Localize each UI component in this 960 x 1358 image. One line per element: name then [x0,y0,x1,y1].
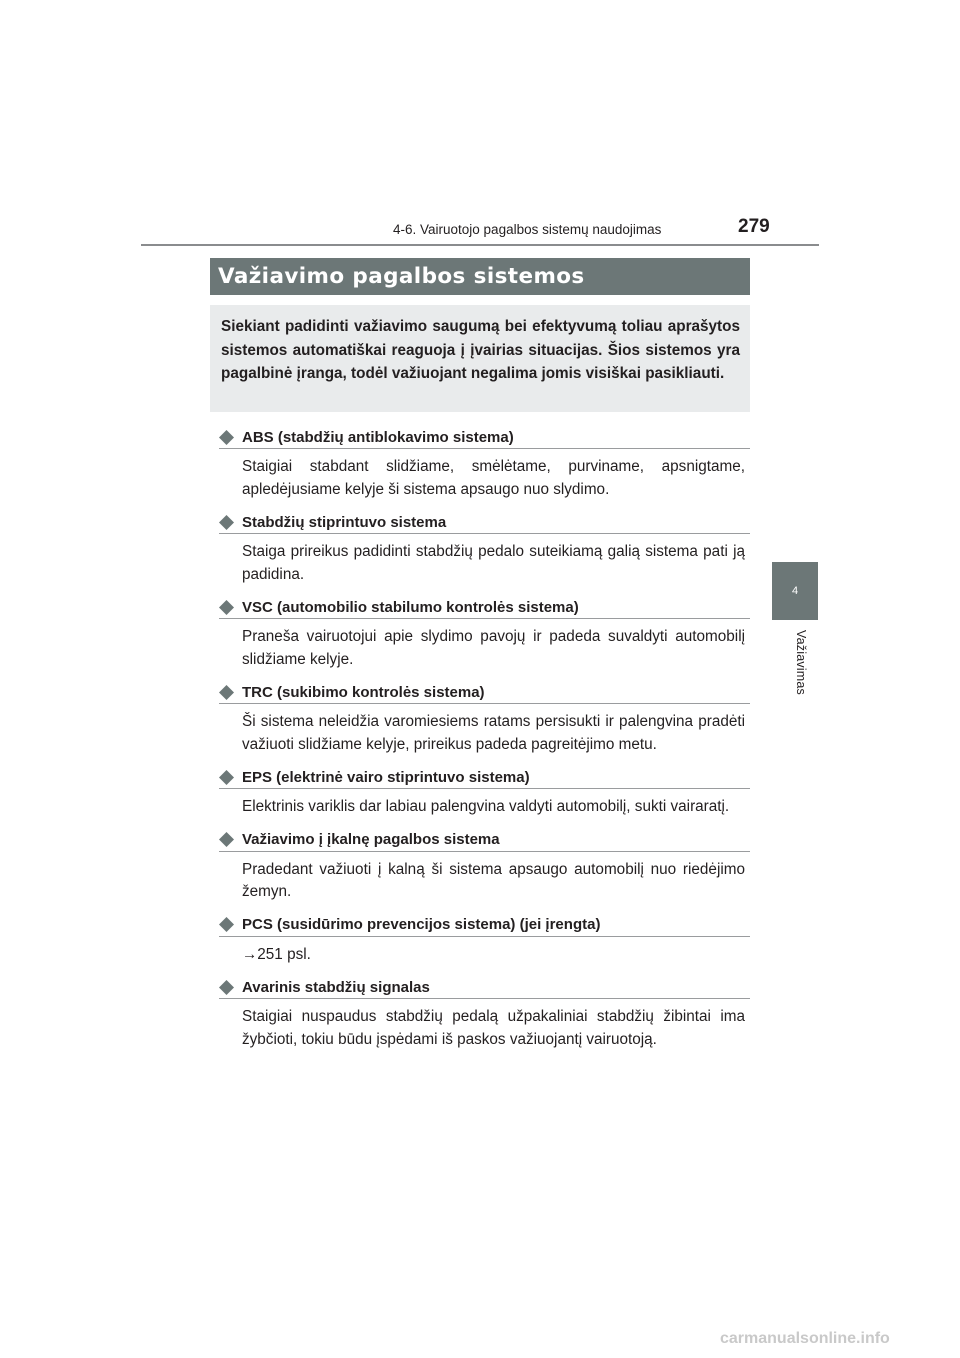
list-item [219,914,750,967]
item-heading [219,511,750,534]
list-item [219,766,750,819]
item-heading [219,426,750,449]
item-title: TRC (sukibimo kontrolės sistema) [242,683,485,701]
item-text: Staigiai nuspaudus stabdžių pedalą užpakaliniai stabdžių žibintai ima žybčioti, tokiu būdu įspėdami iš paskos važiuojantį vairuotoją. [242,1008,745,1048]
diamond-bullet-icon [219,914,234,936]
item-heading [219,829,750,852]
list-item [219,976,750,1051]
item-heading [219,914,750,937]
header-section-title: 4-6. Vairuotojo pagalbos sistemų naudojimas [393,222,662,237]
diamond-bullet-icon [219,976,234,998]
diamond-bullet-icon [219,511,234,533]
item-text: Staigiai stabdant slidžiame, smėlėtame, purviname, apsnigtame, apledėjusiame kelyje ši sistema apsaugo nuo slydimo. [242,458,745,498]
diamond-bullet-icon [219,681,234,703]
item-title: Stabdžių stiprintuvo sistema [242,513,447,531]
item-title: VSC (automobilio stabilumo kontrolės sistema) [242,598,579,616]
page-reference-link[interactable]: →251 psl. [242,945,311,963]
chapter-label: Važiavimas [794,630,808,695]
intro-box [210,305,750,412]
item-heading [219,596,750,619]
diamond-bullet-icon [219,766,234,788]
list-item [219,426,750,501]
diamond-bullet-icon [219,596,234,618]
list-item [219,596,750,671]
list-item [219,681,750,756]
diamond-bullet-icon [219,426,234,448]
item-text: Elektrinis variklis dar labiau palengvina valdyti automobilį, sukti vairaratį. [242,798,730,815]
header-divider [141,244,819,246]
item-heading [219,976,750,999]
item-title: PCS (susidūrimo prevencijos sistema) (jei įrengta) [242,916,601,933]
list-item [219,829,750,904]
chapter-number: 4 [791,585,799,597]
item-heading [219,766,750,789]
section-title: Važiavimo pagalbos sistemos [218,264,585,289]
item-heading [219,681,750,704]
item-title: Važiavimo į įkalnę pagalbos sistema [242,831,500,848]
item-text: Ši sistema neleidžia varomiesiems ratams persisukti ir palengvina pradėti važiuoti slidžiame kelyje, prireikus padeda pagreitėjimo metu. [242,713,745,753]
section-title-bar [210,258,750,295]
item-text: Praneša vairuotojui apie slydimo pavojų ir padeda suvaldyti automobilį slidžiame kelyje. [242,628,745,668]
chapter-tab [772,562,818,620]
diamond-bullet-icon [219,829,234,851]
item-text: Pradedant važiuoti į kalną ši sistema apsaugo automobilį nuo riedėjimo žemyn. [242,860,745,900]
item-text: Staiga prireikus padidinti stabdžių pedalo suteikiamą galią sistema pati ją padidina. [242,543,745,583]
page-number: 279 [738,216,770,237]
watermark: carmanualsonline.info [720,1330,890,1347]
intro-text: Siekiant padidinti važiavimo saugumą bei efektyvumą toliau aprašytos sistemos automatiškai reaguoja į įvairias situacijas. Šios sistemos yra pagalbinė įranga, todėl važiuojant negalima jomis visiškai pasikliauti. [221,318,740,382]
systems-list [219,426,750,1061]
list-item [219,511,750,586]
item-title: ABS (stabdžių antiblokavimo sistema) [242,428,514,446]
item-title: EPS (elektrinė vairo stiprintuvo sistema) [242,768,530,786]
item-title: Avarinis stabdžių signalas [242,978,430,996]
